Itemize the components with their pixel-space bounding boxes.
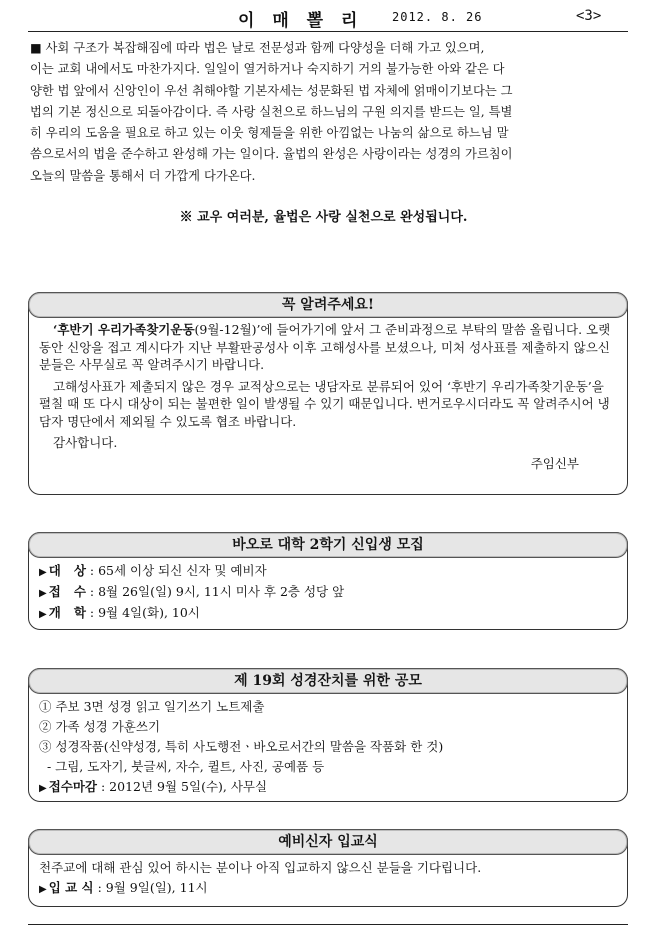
notice-paragraph-2: 고해성사표가 제출되지 않은 경우 교적상으로는 냉담자로 분류되어 있어 ‘후반기 우리가족찾기운동’을 펼칠 때 또 다시 대상이 되는 불편한 일이 발생될 수 있기 때문입니다. 번거로우시더라도 꼭 알려주시어 냉담자 명단에서 제외될 수 있도록 협조 바랍니다. (39, 378, 610, 429)
contest-item: ② 가족 성경 가훈쓰기 (39, 719, 161, 734)
notice-signature: 주임신부 (530, 455, 579, 471)
bullet-triangle-icon: ▶ (39, 588, 47, 599)
notice-paragraph-1: ‘후반기 우리가족찾기운동(9월-12월)’에 들어가기에 앞서 그 준비과정으로 부탁의 말씀 올립니다. 오랫동안 신앙을 접고 계시다가 지난 부활판공성사 이후 고해성사를 보셨으나, 미처 성사표를 제출하지 않으신 분들은 사무실로 꼭 알려주시기 바랍니다. (39, 322, 611, 372)
catechumen-text: 천주교에 대해 관심 있어 하시는 분이나 아직 입교하지 않으신 분들을 기다립니다. (39, 860, 482, 875)
catechumen-title: 예비신자 입교식 (28, 829, 628, 855)
intro-line: 양한 법 앞에서 신앙인이 우선 취해야할 기본자세는 성문화된 법 자체에 얽매이기보다는 그 (30, 83, 513, 98)
college-box (28, 532, 628, 630)
header-divider (28, 31, 628, 32)
campaign-name: ‘후반기 우리가족찾기운동 (53, 322, 195, 337)
contest-item: - 그림, 도자기, 붓글씨, 자수, 퀼트, 사진, 공예품 등 (39, 759, 325, 774)
notice-title: 꼭 알려주세요! (28, 292, 628, 318)
intro-line: 이는 교회 내에서도 마찬가지다. 일일이 열거하거나 숙지하기 거의 불가능한 아와 같은 다 (30, 62, 505, 77)
contest-item: ③ 성경작품(신약성경, 특히 사도행전ㆍ바오로서간의 말씀을 작품화 한 것) (39, 739, 444, 754)
college-item: ▶ 접 수 : 8월 26일(일) 9시, 11시 미사 후 2층 성당 앞 (39, 584, 345, 599)
bulletin-title: 이 매 뽈 리 (238, 11, 364, 31)
contest-title: 제 19회 성경잔치를 위한 공모 (28, 668, 628, 694)
contest-box (28, 668, 628, 802)
bullet-triangle-icon: ▶ (39, 567, 47, 578)
intro-line: 오늘의 말씀을 통해서 더 가깝게 다가온다. (30, 168, 256, 183)
intro-line: 법의 기본 정신으로 되돌아감이다. 즉 사랑 실천으로 하느님의 구원 의지를 받드는 일, 특별 (30, 104, 513, 119)
bullet-triangle-icon: ▶ (39, 609, 47, 620)
college-item: ▶ 개 학 : 9월 4일(화), 10시 (39, 605, 200, 620)
college-item: ▶ 대 상 : 65세 이상 되신 신자 및 예비자 (39, 563, 267, 578)
contest-item: ① 주보 3면 성경 읽고 일기쓰기 노트제출 (39, 699, 265, 714)
bullet-triangle-icon: ▶ (39, 783, 47, 794)
college-title: 바오로 대학 2학기 신입생 모집 (28, 532, 628, 558)
notice-box (28, 292, 628, 495)
intro-line: 히 우리의 도움을 필요로 하고 있는 이웃 형제들을 위한 아낌없는 나눔의 삶으로 하느님 말 (30, 126, 509, 141)
slogan: ※ 교우 여러분, 율법은 사랑 실천으로 완성됩니다. (179, 210, 468, 225)
catechumen-date: ▶ 입 교 식 : 9월 9일(일), 11시 (39, 880, 208, 895)
notice-closing: 감사합니다. (53, 435, 118, 450)
intro-paragraph (30, 38, 626, 187)
page-number: <3> (576, 8, 602, 24)
contest-deadline: ▶ 접수마감 : 2012년 9월 5일(수), 사무실 (39, 779, 268, 794)
bullet-triangle-icon: ▶ (39, 884, 47, 895)
footer-divider (28, 924, 628, 925)
intro-line: ■ 사회 구조가 복잡해짐에 따라 법은 날로 전문성과 함께 다양성을 더해 가고 있으며, (30, 41, 485, 55)
intro-line: 씀으로서의 법을 준수하고 완성해 가는 일이다. 율법의 완성은 사랑이라는 성경의 가르침이 (30, 147, 513, 162)
catechumen-box (28, 829, 628, 907)
bulletin-date: 2012. 8. 26 (392, 10, 483, 24)
page-header (28, 6, 628, 31)
